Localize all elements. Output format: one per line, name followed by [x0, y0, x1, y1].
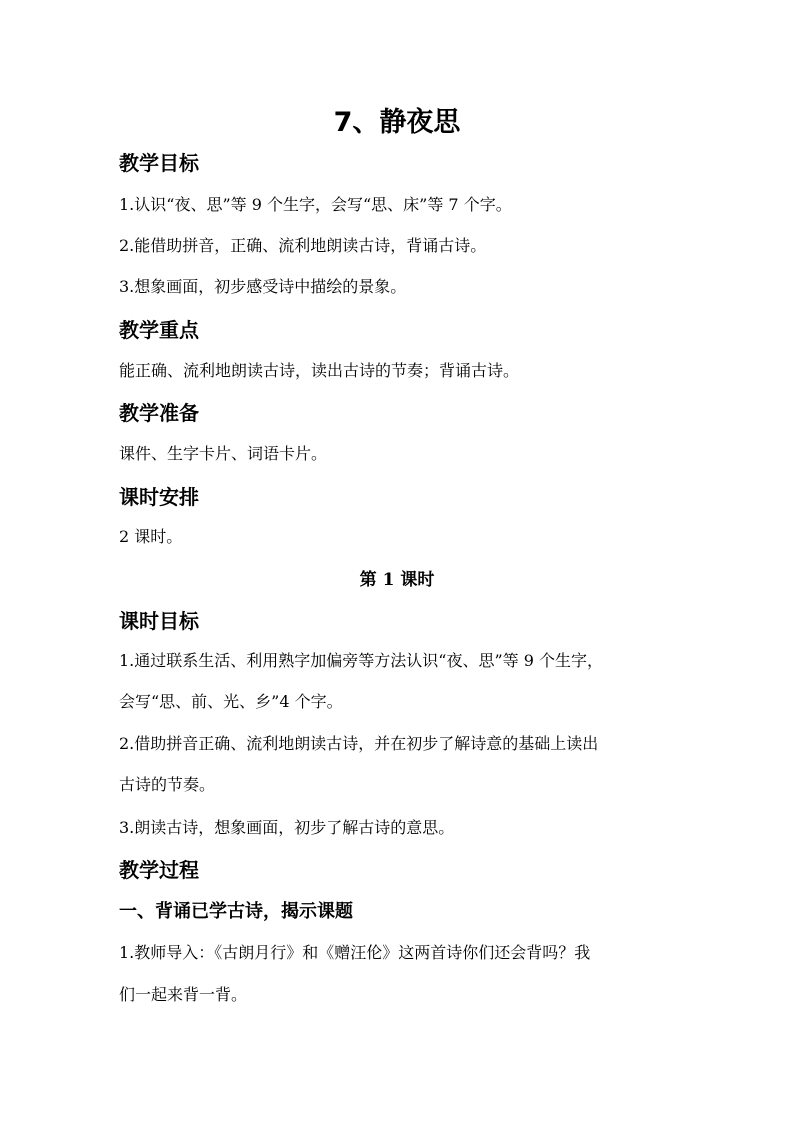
- goal-item: 1.认识“夜、思”等 9 个生字，会写“思、床”等 7 个字。: [119, 195, 512, 214]
- lesson-goal-line: 会写“思、前、光、乡”4 个字。: [119, 692, 343, 711]
- document-title: 7、静夜思: [333, 107, 461, 138]
- lesson-goal-line: 3.朗读古诗，想象画面，初步了解古诗的意思。: [119, 818, 455, 837]
- heading-preparation: 教学准备: [119, 401, 199, 425]
- key-points-text: 能正确、流利地朗读古诗，读出古诗的节奏；背诵古诗。: [119, 361, 520, 380]
- heading-teaching-process: 教学过程: [119, 858, 199, 882]
- heading-lesson-goals: 课时目标: [119, 609, 199, 633]
- step-text-line: 1.教师导入：《古朗月行》和《赠汪伦》这两首诗你们还会背吗？我: [119, 943, 591, 962]
- lesson-goal-line: 1.通过联系生活、利用熟字加偏旁等方法认识“夜、思”等 9 个生字，: [119, 651, 603, 670]
- goal-item: 2.能借助拼音，正确、流利地朗读古诗，背诵古诗。: [119, 236, 487, 255]
- lesson-goal-line: 古诗的节奏。: [119, 775, 216, 794]
- heading-teaching-goals: 教学目标: [119, 151, 199, 175]
- lesson-goal-line: 2.借助拼音正确、流利地朗读古诗，并在初步了解诗意的基础上读出: [119, 734, 599, 753]
- lesson-heading: 第 1 课时: [359, 570, 435, 590]
- goal-item: 3.想象画面，初步感受诗中描绘的景象。: [119, 277, 407, 296]
- preparation-text: 课件、生字卡片、词语卡片。: [119, 444, 328, 463]
- heading-schedule: 课时安排: [119, 485, 199, 509]
- step-heading: 一、背诵已学古诗，揭示课题: [119, 901, 353, 922]
- schedule-text: 2 课时。: [119, 527, 183, 546]
- step-text-line: 们一起来背一背。: [119, 985, 248, 1004]
- heading-key-points: 教学重点: [119, 318, 199, 342]
